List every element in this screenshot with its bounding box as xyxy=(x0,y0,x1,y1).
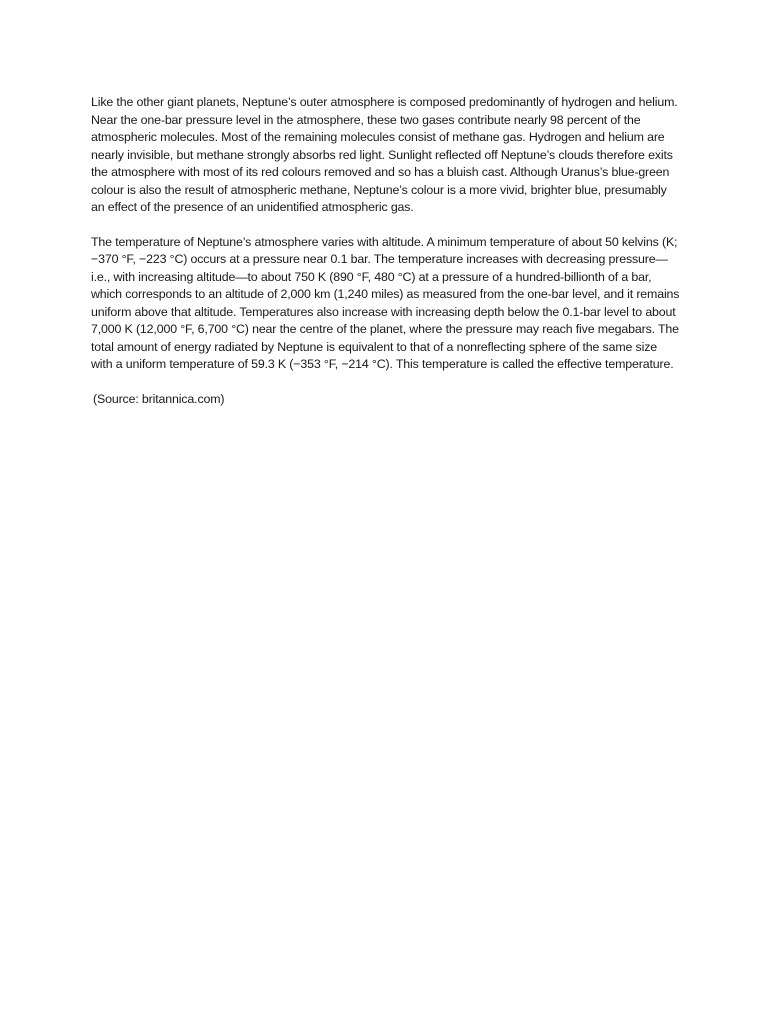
paragraph-atmosphere-composition: Like the other giant planets, Neptune’s outer atmosphere is composed predominantly of hydrogen and helium. Near the one-bar pressure level in the atmosphere, these two gases contribute nearly 98 percent of the atmospheric molecules. Most of the remaining molecules consist of methane gas. Hydrogen and helium are nearly invisible, but methane strongly absorbs red light. Sunlight reflected off Neptune’s clouds therefore exits the atmosphere with most of its red colours removed and so has a bluish cast. Although Uranus’s blue-green colour is also the result of atmospheric methane, Neptune’s colour is a more vivid, brighter blue, presumably an effect of the presence of an unidentified atmospheric gas. xyxy=(91,95,678,214)
paragraph-atmosphere-temperature: The temperature of Neptune’s atmosphere varies with altitude. A minimum temperature of about 50 kelvins (K; −370 °F, −223 °C) occurs at a pressure near 0.1 bar. The temperature increases with decreasing pressure—i.e., with increasing altitude—to about 750 K (890 °F, 480 °C) at a pressure of a hundred-billionth of a bar, which corresponds to an altitude of 2,000 km (1,240 miles) as measured from the one-bar level, and it remains uniform above that altitude. Temperatures also increase with increasing depth below the 0.1-bar level to about 7,000 K (12,000 °F, 6,700 °C) near the centre of the planet, where the pressure may reach five megabars. The total amount of energy radiated by Neptune is equivalent to that of a nonreflecting sphere of the same size with a uniform temperature of 59.3 K (−353 °F, −214 °C). This temperature is called the effective temperature. xyxy=(91,234,680,371)
source-citation: (Source: britannica.com) xyxy=(93,391,225,406)
document-body xyxy=(91,94,681,408)
